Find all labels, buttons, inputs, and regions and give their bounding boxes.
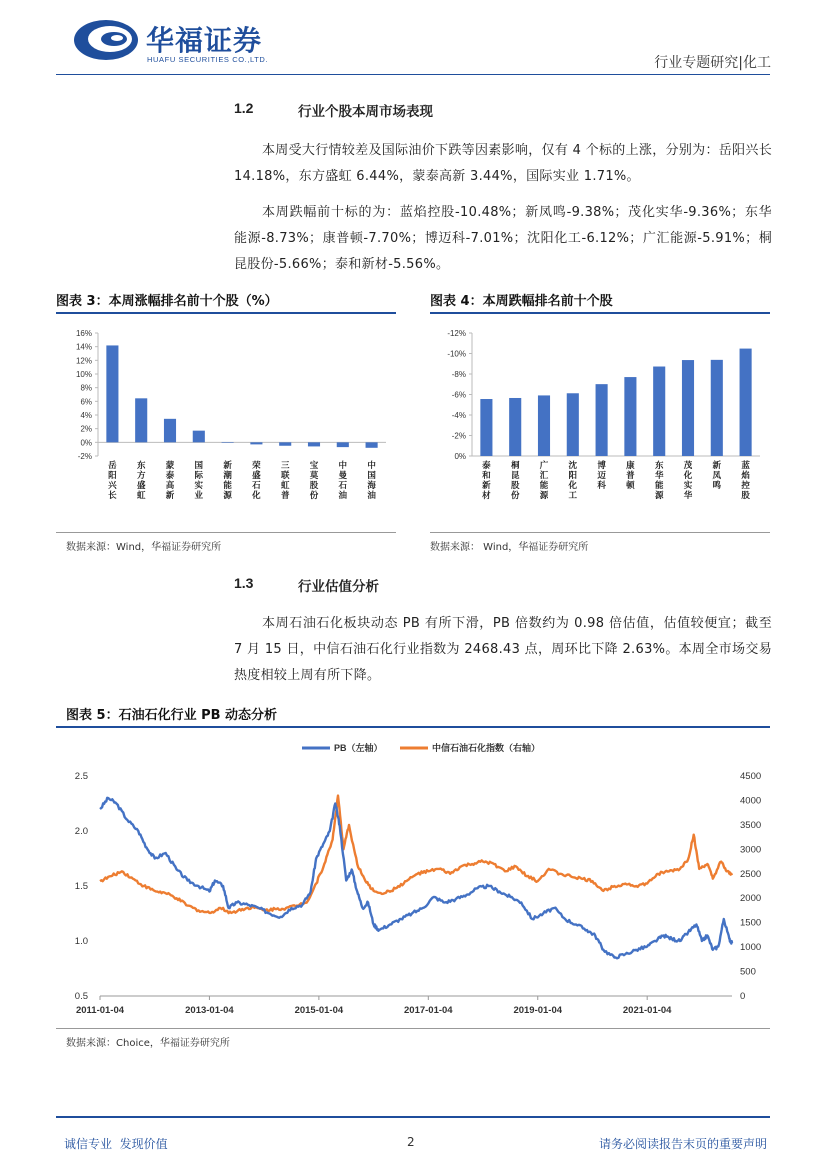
figure-title-rule [56,726,770,728]
bar [164,419,176,443]
paragraph: 本周石油石化板块动态 PB 有所下滑，PB 倍数约为 0.98 倍估值，估值较便宜；截至 7 月 15 日，中信石油石化行业指数为 2468.43 点，周环比下降 2.63%。本周全市场交易热度相较上周有所下降。 [234,616,772,683]
pb-line-chart [56,730,770,1026]
bar [596,384,608,456]
figure-title-rule [430,312,770,314]
x-tick-label: 茂化实华 [683,460,693,500]
paragraph: 本周受大行情较差及国际油价下跌等因素影响，仅有 4 个标的上涨，分别为：岳阳兴长 14.18%，东方盛虹 6.44%，蒙泰高新 3.44%，国际实业 1.71%。 [234,143,772,184]
x-tick-label: 宝莫股份 [309,460,319,500]
y-tick-label: 10% [75,370,92,379]
left-y-tick-label: 1.0 [74,936,88,947]
paragraph: 本周跌幅前十标的为：蓝焰控股-10.48%；新凤鸣-9.38%；茂化实华-9.36%；东华能源-8.73%；康普顿-7.70%；博迈科-7.01%；沈阳化工-6.12%；广汇能源-5.91%；桐昆股份-5.66%；泰和新材-5.56%。 [234,205,772,272]
x-tick-label: 蓝焰控股 [741,460,750,500]
x-tick-label: 国际实业 [194,460,204,500]
bar [222,442,234,443]
right-y-tick-label: 4000 [740,795,762,807]
x-tick-label: 新凤鸣 [712,460,722,490]
y-tick-label: 4% [80,411,92,420]
section-number: 1.3 [234,575,254,591]
left-y-tick-label: 1.5 [74,881,88,892]
x-tick-label: 中曼石油 [338,460,348,500]
bar [509,398,521,456]
bar [106,345,118,442]
data-source: 数据来源：Choice，华福证券研究所 [66,1038,230,1049]
y-tick-label: 2% [80,424,92,434]
x-tick-label: 2015-01-04 [294,1005,344,1016]
pb-series-line [100,798,732,959]
header-rule [56,74,770,75]
x-tick-label: 2019-01-04 [513,1005,563,1016]
bar [308,442,320,446]
x-tick-label: 2013-01-04 [185,1005,234,1016]
index-series-line [100,796,732,914]
x-tick-label: 中国海油 [367,460,376,500]
y-tick-label: -6% [451,390,466,400]
right-y-tick-label: 3500 [740,819,762,831]
x-tick-label: 泰和新材 [482,460,491,500]
bar [366,442,378,447]
x-tick-label: 康普顿 [626,460,635,490]
x-tick-label: 荣盛石化 [252,460,261,500]
right-y-tick-label: 2500 [740,868,762,880]
y-tick-label: 8% [80,383,92,393]
bar [711,360,723,456]
x-tick-label: 新潮能源 [223,460,232,500]
y-tick-label: -8% [451,370,466,379]
bar [624,377,636,456]
y-tick-label: 0% [80,438,92,448]
data-source: 数据来源：Wind，华福证券研究所 [66,542,222,553]
footer-rule [56,1116,770,1118]
section-title: 行业估值分析 [298,579,379,595]
company-name-cn: 华福证券 [146,24,263,57]
figure-bottom-rule [56,1028,770,1029]
right-y-tick-label: 1000 [740,942,762,954]
section-number: 1.2 [234,100,254,116]
right-y-tick-label: 1500 [740,917,762,929]
x-tick-label: 2017-01-04 [404,1005,453,1016]
left-y-tick-label: 2.0 [74,826,88,837]
bar [193,431,205,443]
right-y-tick-label: 0 [740,991,746,1002]
x-tick-label: 蒙泰高新 [165,460,175,500]
bar [653,367,665,456]
right-y-tick-label: 4500 [740,771,762,782]
figure-title: 图表 5：石油石化行业 PB 动态分析 [66,708,278,723]
figure-title: 图表 4：本周跌幅排名前十个股 [430,294,613,309]
y-tick-label: -2% [77,452,92,461]
x-tick-label: 东华能源 [654,460,664,500]
y-tick-label: -12% [447,329,466,338]
data-source: 数据来源： Wind，华福证券研究所 [430,542,589,553]
bar [740,349,752,456]
bar [337,442,349,447]
bar [480,399,492,456]
figure-bottom-rule [56,532,396,533]
bar [135,398,147,442]
figure-title: 图表 3：本周涨幅排名前十个股（%） [56,294,278,309]
figure-title-rule [56,312,396,314]
bar [682,360,694,456]
company-logo [72,18,272,68]
y-tick-label: 14% [75,342,92,352]
footer-disclaimer: 请务必阅读报告末页的重要声明 [598,1137,767,1151]
logo-emblem-icon [72,18,142,62]
x-tick-label: 东方盛虹 [136,460,146,500]
section-title: 行业个股本周市场表现 [298,104,433,120]
x-tick-label: 广汇能源 [539,460,549,500]
gainers-bar-chart [56,318,396,532]
y-tick-label: 6% [80,397,92,407]
x-tick-label: 2011-01-04 [75,1005,125,1016]
y-tick-label: -10% [447,349,466,359]
y-tick-label: 16% [75,329,92,338]
losers-bar-chart [430,318,770,532]
left-y-tick-label: 2.5 [74,771,88,782]
x-tick-label: 桐昆股份 [510,460,520,500]
bar [538,395,550,456]
y-tick-label: 12% [75,356,92,366]
legend-label: 中信石油石化指数（右轴） [432,743,541,753]
bar [279,442,291,445]
bar [567,393,579,456]
right-y-tick-label: 500 [740,966,756,978]
page-number: 2 [407,1135,415,1149]
y-tick-label: -4% [451,411,466,420]
right-y-tick-label: 2000 [740,893,762,905]
y-tick-label: 0% [454,452,466,461]
x-tick-label: 岳阳兴长 [108,460,117,500]
left-y-tick-label: 0.5 [74,991,88,1002]
y-tick-label: -2% [451,431,466,441]
figure-bottom-rule [430,532,770,533]
bar [250,442,262,444]
x-tick-label: 沈阳化工 [568,460,578,500]
report-type: 行业专题研究|化工 [654,55,771,71]
x-tick-label: 博迈科 [597,460,606,490]
company-name-en: HUAFU SECURITIES CO.,LTD. [147,55,269,64]
legend-label: PB（左轴） [334,743,383,753]
footer-slogan: 诚信专业 发现价值 [64,1137,168,1151]
x-tick-label: 三联虹普 [280,460,290,500]
right-y-tick-label: 3000 [740,844,762,856]
x-tick-label: 2021-01-04 [622,1005,672,1016]
